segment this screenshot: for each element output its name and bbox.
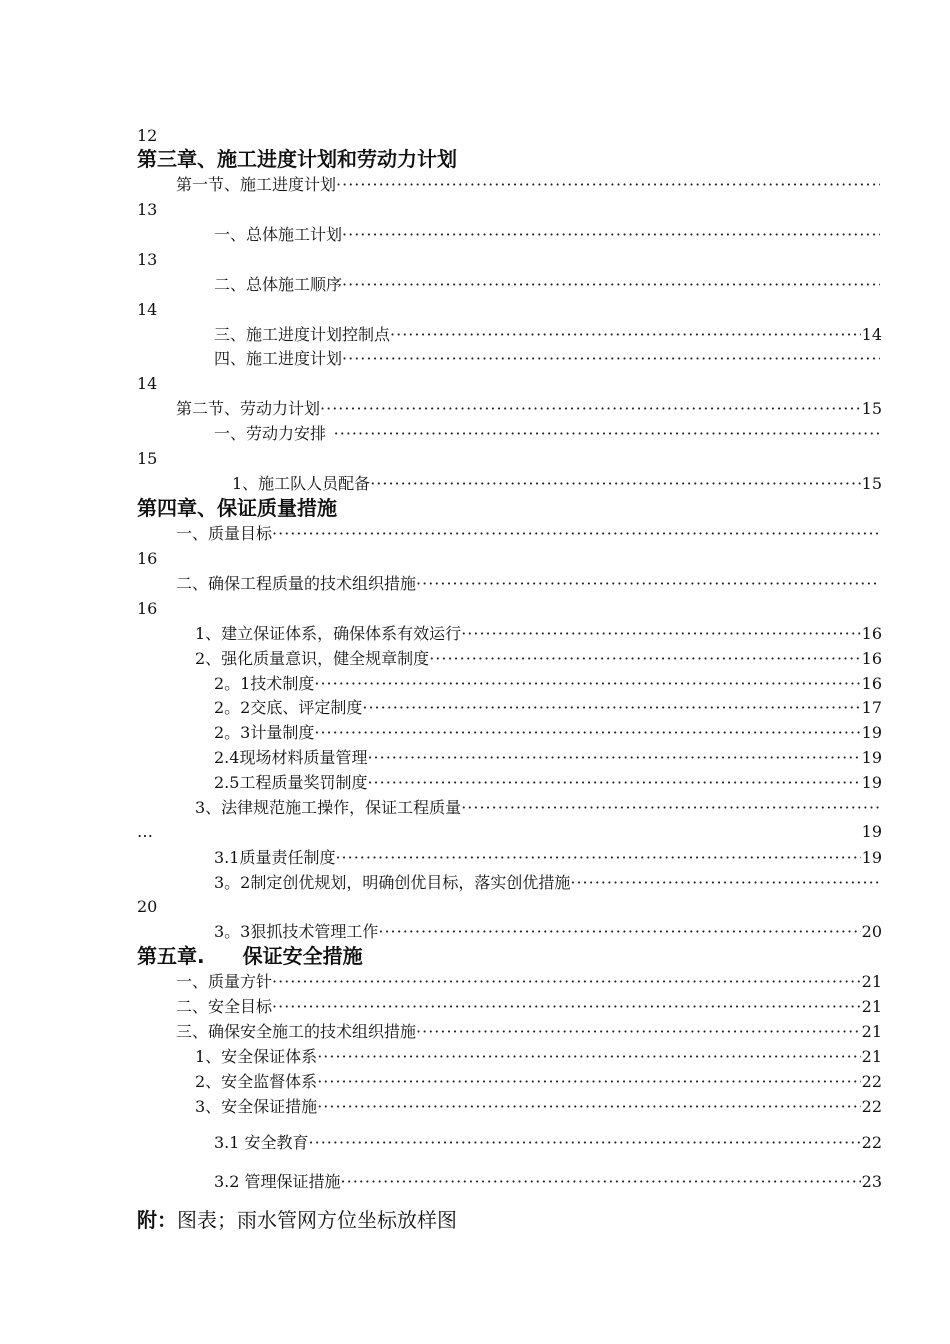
toc-entry-ch4-b3[interactable]: 3、法律规范施工操作，保证工程质量 ····· (195, 795, 880, 819)
toc-entry-ch5-c1[interactable]: 3.1 安全教育 ····· 22 (214, 1130, 882, 1154)
toc-entry-ch4-b2[interactable]: 2、强化质量意识，健全规章制度 ····· 16 (195, 646, 882, 670)
toc-entry-ch5-a2[interactable]: 二、安全目标 ····· 21 (176, 994, 882, 1018)
toc-page-number: 19 (861, 822, 882, 841)
toc-entry-ch4-c3[interactable]: 2。3计量制度 ····· 19 (214, 720, 882, 744)
toc-entry-ch4-c2[interactable]: 2。2交底、评定制度 ····· 17 (214, 695, 882, 719)
toc-entry-ch3-sec1[interactable]: 第一节、施工进度计划 ····· (176, 172, 880, 196)
toc-page-number: 20 (137, 897, 158, 916)
toc-entry-ch5-b2[interactable]: 2、安全监督体系 ····· 22 (195, 1069, 882, 1093)
toc-entry-ch4-d1[interactable]: 3.1质量责任制度 ····· 19 (214, 845, 882, 869)
toc-entry-ch3-item5[interactable]: 一、劳动力安排 ····· (214, 421, 880, 445)
toc-page-number: 16 (137, 549, 158, 568)
toc-page-number: 14 (137, 300, 158, 319)
toc-entry-ch4-c4[interactable]: 2.4现场材料质量管理 ····· 19 (214, 745, 882, 769)
toc-entry-ch5-c2[interactable]: 3.2 管理保证措施 ····· 23 (214, 1169, 882, 1193)
toc-entry-ch5-b1[interactable]: 1、安全保证体系 ····· 21 (195, 1044, 882, 1068)
toc-entry-ch3-item2[interactable]: 二、总体施工顺序 ····· (214, 272, 880, 296)
toc-entry-ch4-d3[interactable]: 3。3狠抓技术管理工作 ····· 20 (214, 919, 882, 943)
toc-entry-ch3-item3[interactable]: 三、施工进度计划控制点 ····· 14 (214, 322, 882, 346)
toc-continuation-dots: … (137, 822, 153, 841)
toc-entry-ch4-a1[interactable]: 一、质量目标 ····· (176, 521, 880, 545)
toc-entry-ch4-d2[interactable]: 3。2制定创优规划，明确创优目标，落实创优措施 ····· (214, 870, 880, 894)
toc-page-number: 16 (137, 599, 158, 618)
toc-entry-ch3-item6[interactable]: 1、施工队人员配备 ····· 15 (232, 471, 882, 495)
toc-page-number: 13 (137, 250, 158, 269)
chapter-4-title: 第四章、保证质量措施 (137, 496, 337, 520)
toc-page-number: 14 (137, 374, 158, 393)
toc-entry-ch3-item1[interactable]: 一、总体施工计划 ····· (214, 222, 880, 246)
toc-entry-ch4-c5[interactable]: 2.5工程质量奖罚制度 ····· 19 (214, 770, 882, 794)
toc-entry-ch5-b3[interactable]: 3、安全保证措施 ····· 22 (195, 1094, 882, 1118)
toc-page-number: 15 (137, 449, 158, 468)
toc-entry-ch5-a1[interactable]: 一、质量方针 ····· 21 (176, 969, 882, 993)
chapter-5-title: 第五章. 保证安全措施 (137, 944, 363, 968)
toc-entry-ch4-c1[interactable]: 2。1技术制度 ····· 16 (214, 671, 882, 695)
toc-entry-ch3-sec2[interactable]: 第二节、劳动力计划 ····· 15 (176, 396, 882, 420)
appendix-line: 附：图表；雨水管网方位坐标放样图 (137, 1208, 457, 1232)
toc-entry-ch5-a3[interactable]: 三、确保安全施工的技术组织措施 ····· 21 (176, 1019, 882, 1043)
toc-page-number: 13 (137, 200, 158, 219)
toc-entry-ch3-item4[interactable]: 四、施工进度计划 ····· (214, 346, 880, 370)
chapter-3-title: 第三章、施工进度计划和劳动力计划 (137, 147, 457, 171)
toc-entry-ch4-b1[interactable]: 1、建立保证体系，确保体系有效运行 ····· 16 (195, 621, 882, 645)
toc-entry-ch4-a2[interactable]: 二、确保工程质量的技术组织措施 ····· (176, 571, 880, 595)
page-number-12: 12 (137, 126, 158, 145)
